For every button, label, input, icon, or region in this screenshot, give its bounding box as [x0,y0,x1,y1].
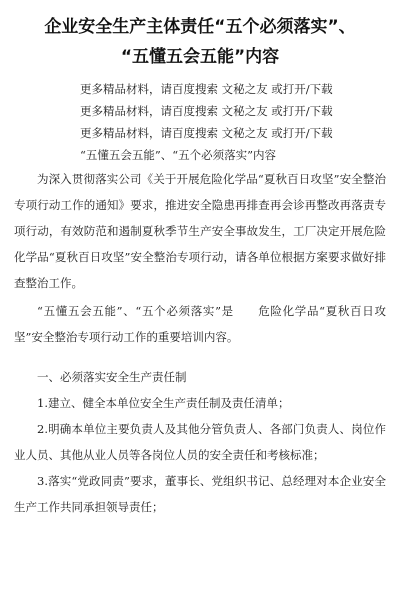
intro-paragraph: 为深入贯彻落实公司《关于开展危险化学品“夏秋百日攻坚”安全整治专项行动工作的通知》要求，推进安全隐患再排查再会诊再整改再落责专项行动，有效防范和遏制夏秋季节生产安全事故发生，工厂决定开展危险化学品“夏秋百日攻坚”安全整治专项行动，请各单位根据方案要求做好排查整治工作。 [14,172,386,290]
section-heading: 一、必须落实安全生产责任制 [37,370,187,384]
document-title [14,12,386,72]
list-item: 3.落实“党政同责”要求，董事长、党组织书记、总经理对本企业安全生产工作共同承担领导责任； [14,474,386,514]
list-item: 1.建立、健全本单位安全生产责任制及责任清单； [37,396,290,410]
promo-notice: 更多精品材料，请百度搜索 文秘之友 或打开/下载 [80,126,333,140]
title-line-2: “五懂五会五能”内容 [120,47,280,67]
list-item: 2.明确本单位主要负责人及其他分管负责人、各部门负责人、岗位作业人员、其他从业人员等各岗位人员的安全责任和考核标准； [14,422,386,462]
title-line-1: 企业安全生产主体责任“五个必须落实”、 [44,17,356,37]
subheading: “五懂五会五能”、“五个必须落实”内容 [80,148,277,162]
training-paragraph: “五懂五会五能”、“五个必须落实”是 危险化学品“夏秋百日攻坚”安全整治专项行动工作的重要培训内容。 [14,304,386,344]
promo-notice: 更多精品材料，请百度搜索 文秘之友 或打开/下载 [80,104,333,118]
promo-notice: 更多精品材料，请百度搜索 文秘之友 或打开/下载 [80,82,333,96]
